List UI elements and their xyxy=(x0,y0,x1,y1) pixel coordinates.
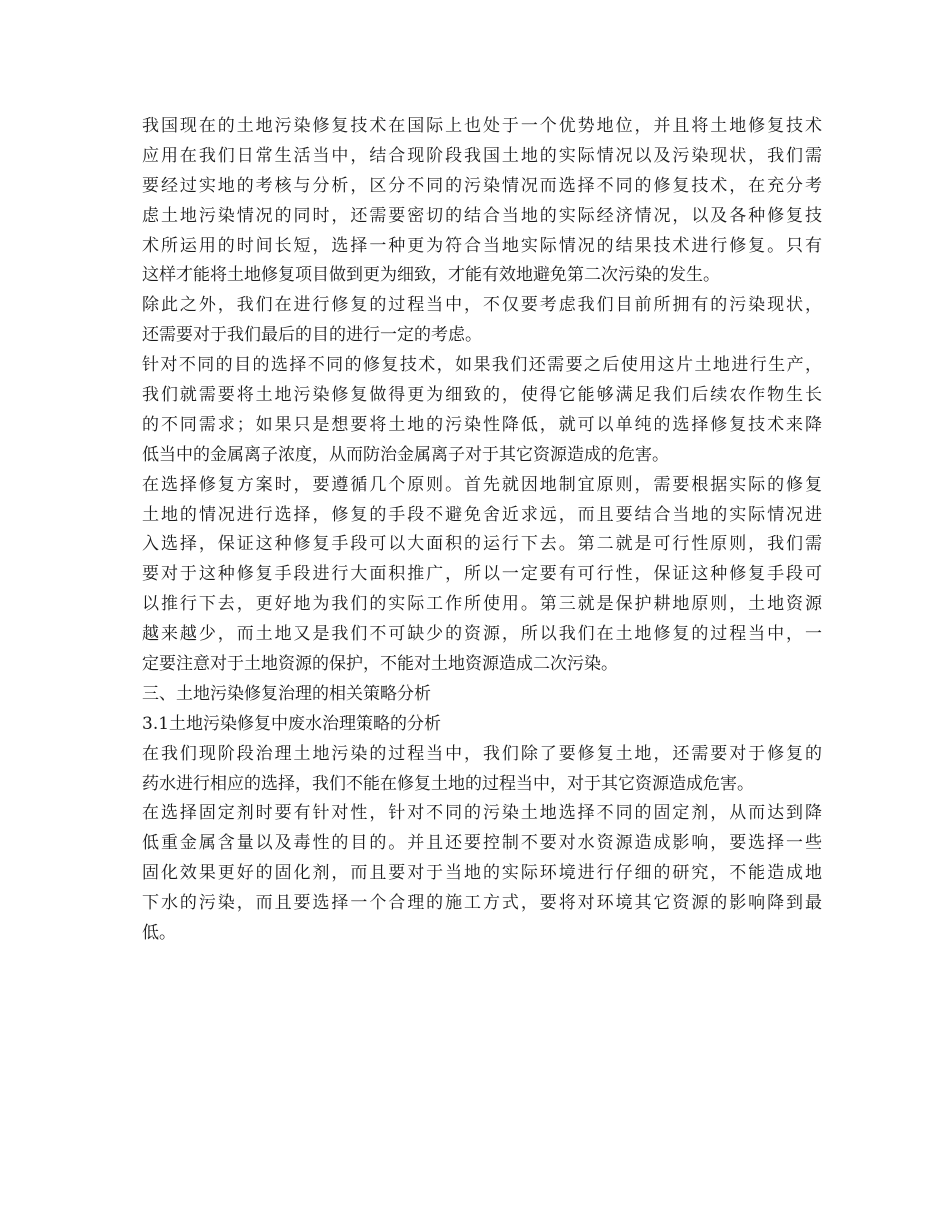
text-line: 固化效果更好的固化剂，而且要对于当地的实际环境进行仔细的研究，不能造成地 xyxy=(142,863,822,884)
text-line: 以推行下去，更好地为我们的实际工作所使用。第三就是保护耕地原则，土地资源 xyxy=(142,594,822,615)
text-line: 土地的情况进行选择，修复的手段不避免舍近求远，而且要结合当地的实际情况进 xyxy=(142,504,822,525)
text-line: 我们就需要将土地污染修复做得更为细致的，使得它能够满足我们后续农作物生长 xyxy=(142,385,822,406)
text-line: 虑土地污染情况的同时，还需要密切的结合当地的实际经济情况，以及各种修复技 xyxy=(142,205,822,226)
text-line: 在选择固定剂时要有针对性，针对不同的污染土地选择不同的固定剂，从而达到降 xyxy=(142,803,822,824)
text-line: 药水进行相应的选择，我们不能在修复土地的过程当中，对于其它资源造成危害。 xyxy=(142,773,754,794)
text-line: 这样才能将土地修复项目做到更为细致，才能有效地避免第二次污染的发生。 xyxy=(142,265,720,286)
text-line: 3.1土地污染修复中废水治理策略的分析 xyxy=(142,713,442,734)
text-line: 在选择修复方案时，要遵循几个原则。首先就因地制宜原则，需要根据实际的修复 xyxy=(142,474,822,495)
text-line: 低当中的金属离子浓度，从而防治金属离子对于其它资源造成的危害。 xyxy=(142,444,669,465)
text-line: 应用在我们日常生活当中，结合现阶段我国土地的实际情况以及污染现状，我们需 xyxy=(142,145,822,166)
text-line: 低。 xyxy=(142,923,176,944)
text-line: 在我们现阶段治理土地污染的过程当中，我们除了要修复土地，还需要对于修复的 xyxy=(142,743,822,764)
text-line: 越来越少，而土地又是我们不可缺少的资源，所以我们在土地修复的过程当中，一 xyxy=(142,624,822,645)
text-line: 入选择，保证这种修复手段可以大面积的运行下去。第二就是可行性原则，我们需 xyxy=(142,534,822,555)
text-line: 还需要对于我们最后的目的进行一定的考虑。 xyxy=(142,325,482,346)
text-line: 下水的污染，而且要选择一个合理的施工方式，要将对环境其它资源的影响降到最 xyxy=(142,893,822,914)
text-line: 定要注意对于土地资源的保护，不能对土地资源造成二次污染。 xyxy=(142,654,618,675)
text-line: 的不同需求；如果只是想要将土地的污染性降低，就可以单纯的选择修复技术来降 xyxy=(142,414,822,435)
text-line: 要经过实地的考核与分析，区分不同的污染情况而选择不同的修复技术，在充分考 xyxy=(142,175,822,196)
text-line: 低重金属含量以及毒性的目的。并且还要控制不要对水资源造成影响，要选择一些 xyxy=(142,833,822,854)
text-line: 我国现在的土地污染修复技术在国际上也处于一个优势地位，并且将土地修复技术 xyxy=(142,116,822,136)
text-line: 要对于这种修复手段进行大面积推广，所以一定要有可行性，保证这种修复手段可 xyxy=(142,564,822,585)
text-line: 除此之外，我们在进行修复的过程当中，不仅要考虑我们目前所拥有的污染现状， xyxy=(142,295,822,316)
text-line: 术所运用的时间长短，选择一种更为符合当地实际情况的结果技术进行修复。只有 xyxy=(142,235,822,256)
text-line: 三、土地污染修复治理的相关策略分析 xyxy=(142,683,431,704)
text-line: 针对不同的目的选择不同的修复技术，如果我们还需要之后使用这片土地进行生产， xyxy=(142,355,822,376)
document-body xyxy=(142,112,822,949)
